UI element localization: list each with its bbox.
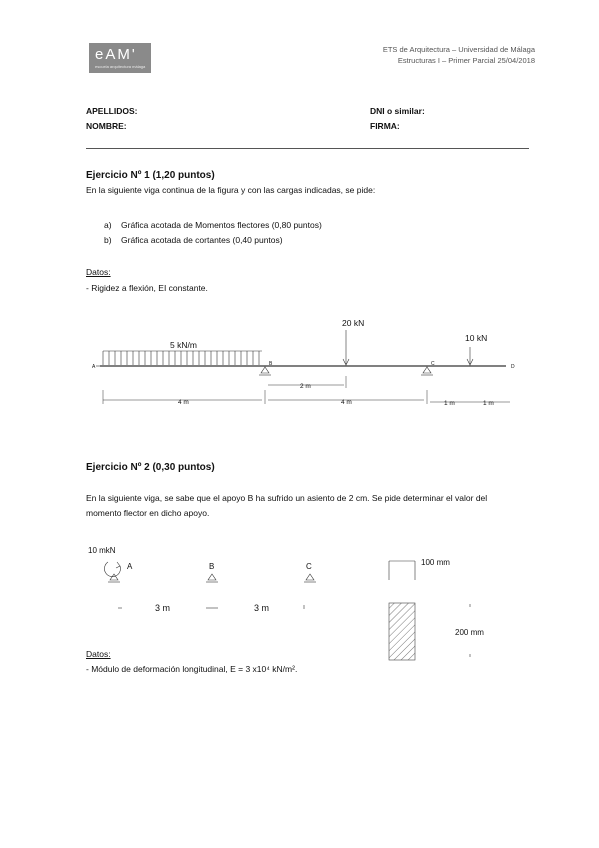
item-b-marker: b) [104,235,112,245]
cross-section [389,603,415,660]
logo-text: eAM' [95,46,137,63]
node-d-label: D [511,364,515,370]
exercise2-intro-1: En la siguiente viga, se sabe que el apoyo B ha sufrido un asiento de 2 cm. Se pide determinar el valor del [86,493,488,503]
node-c-label: C [431,361,435,367]
signature-label: FIRMA: [370,121,400,131]
node-a-2-label: A [127,562,133,571]
item-a-marker: a) [104,220,112,230]
span-1-label: 3 m [155,603,171,613]
dim-1m-2-label: 1 m [483,400,494,407]
exercise2-data-heading: Datos: [86,649,111,659]
support-b-2 [206,574,218,582]
exercise1-intro: En la siguiente viga continua de la figura y con las cargas indicadas, se pide: [86,185,376,195]
moment-label: 10 mkN [88,546,116,555]
point-load-20-label: 20 kN [342,318,365,328]
span-2-label: 3 m [254,603,270,613]
dim-1m-1-label: 1 m [444,400,455,407]
exercise1-title: Ejercicio Nº 1 (1,20 puntos) [86,170,215,181]
course-line: Estructuras I – Primer Parcial 25/04/2018 [397,56,535,65]
section-height-label: 200 mm [455,628,484,637]
id-label: DNI o similar: [370,106,425,116]
exercise1-data-heading: Datos: [86,267,111,277]
dim-4m-1-label: 4 m [178,399,189,406]
item-a-text: Gráfica acotada de Momentos flectores (0,80 puntos) [121,220,322,230]
node-c-2-label: C [306,562,312,571]
point-load-10-label: 10 kN [465,333,488,343]
exercise2-title: Ejercicio Nº 2 (0,30 puntos) [86,462,215,473]
dim-4m-2-label: 4 m [341,399,352,406]
node-b-2-label: B [209,562,215,571]
node-a-label: A [92,364,96,370]
support-c-2 [304,574,316,582]
dist-load-label: 5 kN/m [170,340,197,350]
section-width-label: 100 mm [421,558,450,567]
dim-2m-label: 2 m [300,383,311,390]
support-a-2 [108,574,120,582]
exercise2-intro-2: momento flector en dicho apoyo. [86,508,210,518]
logo-subtitle: escuela arquitectura málaga [95,64,146,69]
school-line: ETS de Arquitectura – Universidad de Málaga [382,45,535,54]
name-label: NOMBRE: [86,121,127,131]
exercise1-data-line: - Rigidez a flexión, EI constante. [86,283,208,293]
surname-label: APELLIDOS: [86,106,138,116]
exercise2-data-line: - Módulo de deformación longitudinal, E = 3 x10⁴ kN/m². [86,664,298,674]
moment-arrow-icon [104,562,120,577]
node-b-label: B [269,361,273,367]
item-b-text: Gráfica acotada de cortantes (0,40 puntos) [121,235,283,245]
